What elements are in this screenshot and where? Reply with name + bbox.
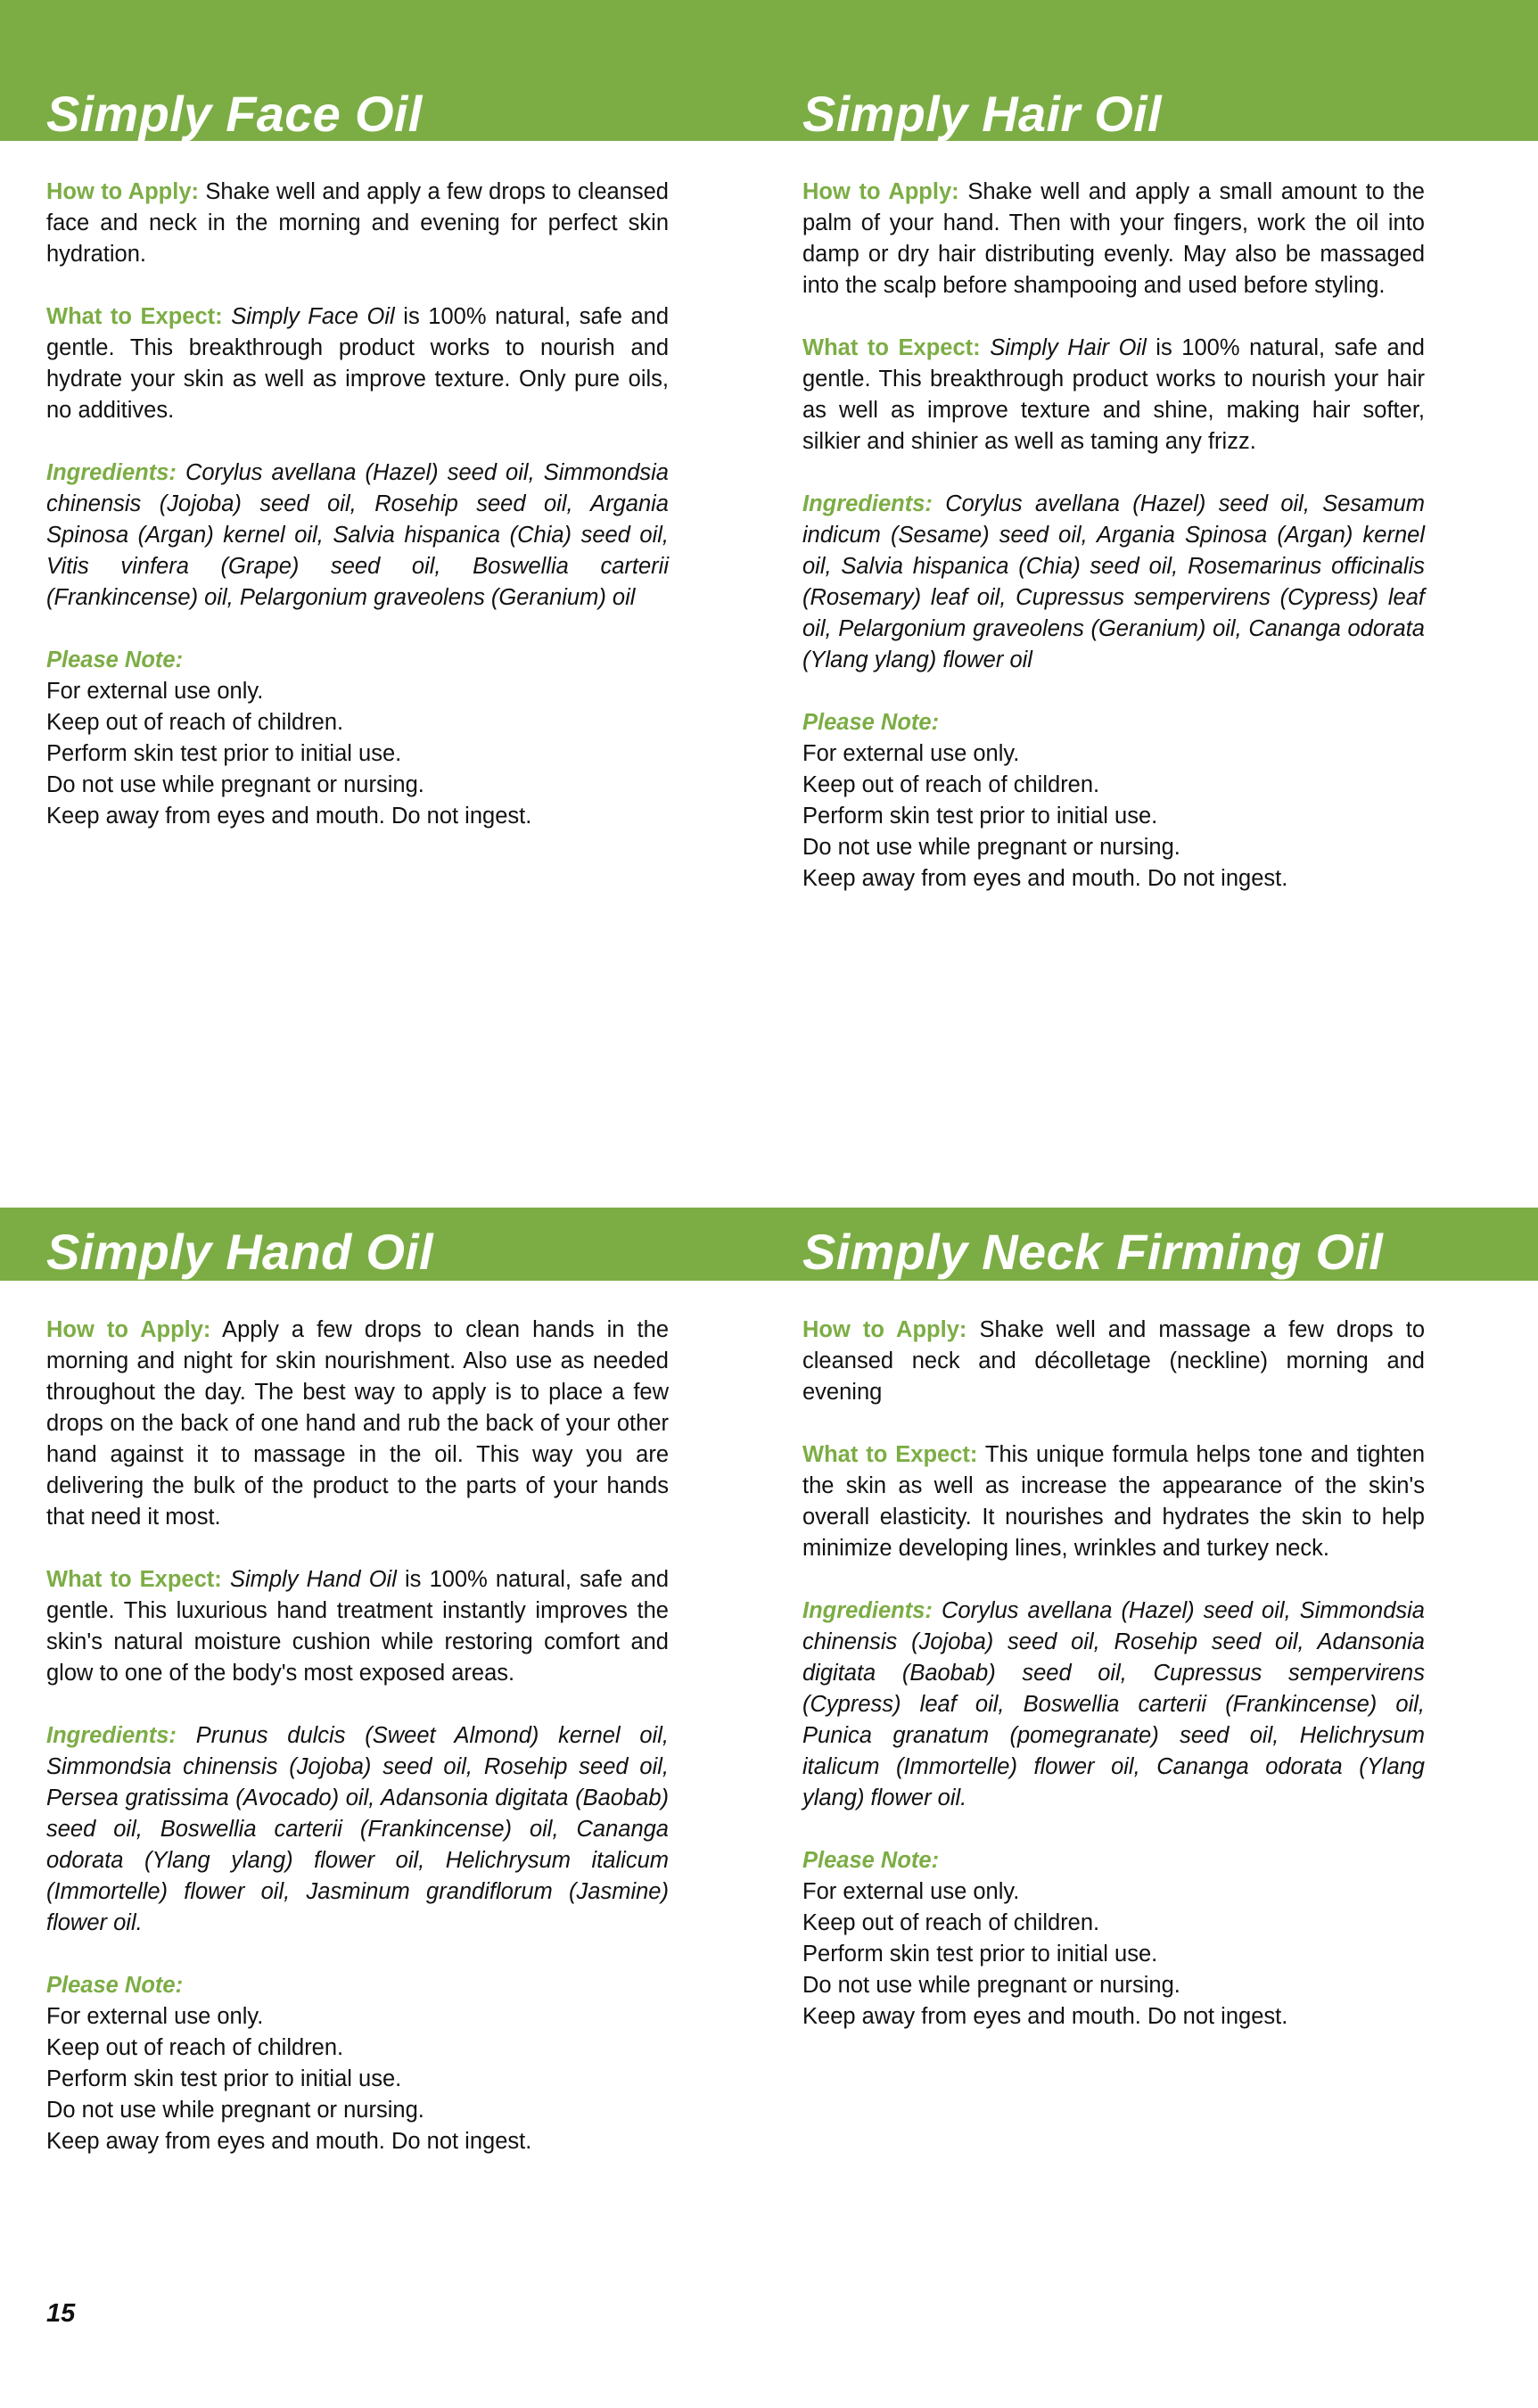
how-to-apply: [46, 177, 669, 270]
note-item: Keep away from eyes and mouth. Do not ingest.: [46, 804, 532, 829]
please-note: [46, 1970, 669, 2157]
note-item: Do not use while pregnant or nursing.: [802, 1973, 1180, 1998]
how-to-apply-label: How to Apply:: [46, 179, 199, 204]
please-note-label: Please Note:: [46, 1973, 184, 1998]
how-to-apply-text: Apply a few drops to clean hands in the morning and night for skin nourishment. Also use as needed throughout the day. The best way to apply is to place a few drops on the back of one hand and rub the back of your other hand against it to massage in the oil. This way you are delivering the bulk of the product to the parts of your hands that need it most.: [46, 1317, 669, 1530]
note-item: Perform skin test prior to initial use.: [46, 2066, 402, 2091]
what-to-expect-label: What to Expect:: [802, 1442, 978, 1467]
what-to-expect-label: What to Expect:: [802, 335, 981, 360]
product-title-neck-firming-oil: Simply Neck Firming Oil: [802, 1224, 1384, 1280]
product-section-hand-oil: [46, 1315, 669, 2157]
ingredients: [46, 458, 669, 614]
ingredients-label: Ingredients:: [46, 1723, 177, 1748]
what-to-expect: [802, 333, 1425, 458]
how-to-apply: [46, 1315, 669, 1533]
note-item: Do not use while pregnant or nursing.: [46, 772, 424, 797]
how-to-apply-label: How to Apply:: [802, 1317, 967, 1342]
ingredients: [802, 1596, 1425, 1814]
how-to-apply-label: How to Apply:: [46, 1317, 211, 1342]
note-item: Keep out of reach of children.: [46, 2035, 344, 2060]
please-note-label: Please Note:: [802, 1848, 940, 1873]
what-to-expect-text: is 100% natural, safe and gentle. This luxurious hand treatment instantly improves the skin's natural moisture cushion while restoring comfort and glow to one of the body's most exposed areas.: [46, 1567, 670, 1686]
what-to-expect: [802, 1439, 1425, 1564]
ingredients-text: Prunus dulcis (Sweet Almond) kernel oil, Simmondsia chinensis (Jojoba) seed oil, Rosehip seed oil, Persea gratissima (Avocado) oil, Adansonia digitata (Baobab) seed oil, Boswellia carterii (Frankincense) oil, Cananga odorata (Ylang ylang) flower oil, Helichrysum italicum (Immortelle) flower oil, Jasminum grandiflorum (Jasmine) flower oil.: [46, 1723, 669, 1935]
product-name: Simply Face Oil: [231, 304, 395, 329]
ingredients-text: Corylus avellana (Hazel) seed oil, Simmondsia chinensis (Jojoba) seed oil, Rosehip seed oil, Adansonia digitata (Baobab) seed oil, Cupressus sempervirens (Cypress) leaf oil, Boswellia carterii (Frankincense) oil, Punica granatum (pomegranate) seed oil, Helichrysum italicum (Immortelle) flower oil, Cananga odorata (Ylang ylang) flower oil.: [802, 1598, 1425, 1810]
what-to-expect: [46, 301, 669, 426]
note-item: Keep away from eyes and mouth. Do not ingest.: [802, 866, 1288, 891]
what-to-expect-text: This unique formula helps tone and tighten the skin as well as increase the appearance of the skin's overall elasticity. It nourishes and hydrates the skin to help minimize developing lines, wrinkles and turkey neck.: [802, 1442, 1426, 1561]
what-to-expect-label: What to Expect:: [46, 1567, 222, 1592]
note-item: Keep out of reach of children.: [802, 772, 1100, 797]
please-note: [802, 1845, 1425, 2033]
what-to-expect-label: What to Expect:: [46, 304, 223, 329]
note-item: For external use only.: [802, 1879, 1020, 1904]
how-to-apply: [802, 1315, 1425, 1408]
note-item: Do not use while pregnant or nursing.: [46, 2098, 424, 2123]
please-note: [802, 707, 1425, 895]
how-to-apply-text: Shake well and massage a few drops to cleansed neck and décolletage (neckline) morning and evening: [802, 1317, 1425, 1405]
how-to-apply-text: Shake well and apply a few drops to cleansed face and neck in the morning and evening for perfect skin hydration.: [46, 179, 669, 267]
please-note: [46, 645, 669, 832]
what-to-expect-text: is 100% natural, safe and gentle. This breakthrough product works to nourish and hydrate your skin as well as improve texture. Only pure oils, no additives.: [46, 304, 670, 423]
product-section-hair-oil: [802, 177, 1425, 895]
page-number: 15: [46, 2299, 76, 2328]
how-to-apply-label: How to Apply:: [802, 179, 959, 204]
ingredients-text: Corylus avellana (Hazel) seed oil, Sesamum indicum (Sesame) seed oil, Argania Spinosa (Argan) kernel oil, Salvia hispanica (Chia) seed oil, Rosemarinus officinalis (Rosemary) leaf oil, Cupressus sempervirens (Cypress) leaf oil, Pelargonium graveolens (Geranium) oil, Cananga odorata (Ylang ylang) flower oil: [802, 491, 1425, 672]
note-item: Perform skin test prior to initial use.: [46, 741, 402, 766]
ingredients: [802, 489, 1425, 676]
what-to-expect-text: is 100% natural, safe and gentle. This breakthrough product works to nourish your hair as well as improve texture and shine, making hair softer, silkier and shinier as well as taming any frizz.: [802, 335, 1425, 454]
product-name: Simply Hand Oil: [229, 1567, 397, 1592]
note-item: Keep away from eyes and mouth. Do not ingest.: [46, 2129, 532, 2154]
product-title-hair-oil: Simply Hair Oil: [802, 86, 1162, 142]
ingredients-label: Ingredients:: [802, 1598, 933, 1623]
what-to-expect: [46, 1564, 669, 1689]
product-name: Simply Hair Oil: [990, 335, 1147, 360]
note-item: For external use only.: [802, 741, 1020, 766]
please-note-label: Please Note:: [802, 710, 940, 735]
ingredients-label: Ingredients:: [802, 491, 933, 516]
note-item: Keep out of reach of children.: [46, 710, 344, 735]
note-item: Keep out of reach of children.: [802, 1910, 1100, 1935]
note-item: Do not use while pregnant or nursing.: [802, 835, 1180, 860]
note-item: Perform skin test prior to initial use.: [802, 804, 1158, 829]
ingredients: [46, 1720, 669, 1939]
how-to-apply-text: Shake well and apply a small amount to the palm of your hand. Then with your fingers, work the oil into damp or dry hair distributing evenly. May also be massaged into the scalp before shampooing and used before styling.: [802, 179, 1425, 298]
note-item: Keep away from eyes and mouth. Do not ingest.: [802, 2004, 1288, 2029]
product-title-face-oil: Simply Face Oil: [46, 86, 423, 142]
product-section-neck-firming-oil: [802, 1315, 1425, 2033]
please-note-label: Please Note:: [46, 647, 184, 672]
note-item: For external use only.: [46, 679, 264, 704]
ingredients-text: Corylus avellana (Hazel) seed oil, Simmondsia chinensis (Jojoba) seed oil, Rosehip seed oil, Argania Spinosa (Argan) kernel oil, Salvia hispanica (Chia) seed oil, Vitis vinfera (Grape) seed oil, Boswellia carterii (Frankincense) oil, Pelargonium graveolens (Geranium) oil: [46, 460, 669, 610]
product-section-face-oil: [46, 177, 669, 832]
note-item: Perform skin test prior to initial use.: [802, 1942, 1158, 1967]
how-to-apply: [802, 177, 1425, 301]
ingredients-label: Ingredients:: [46, 460, 177, 485]
note-item: For external use only.: [46, 2004, 264, 2029]
product-title-hand-oil: Simply Hand Oil: [46, 1224, 433, 1280]
